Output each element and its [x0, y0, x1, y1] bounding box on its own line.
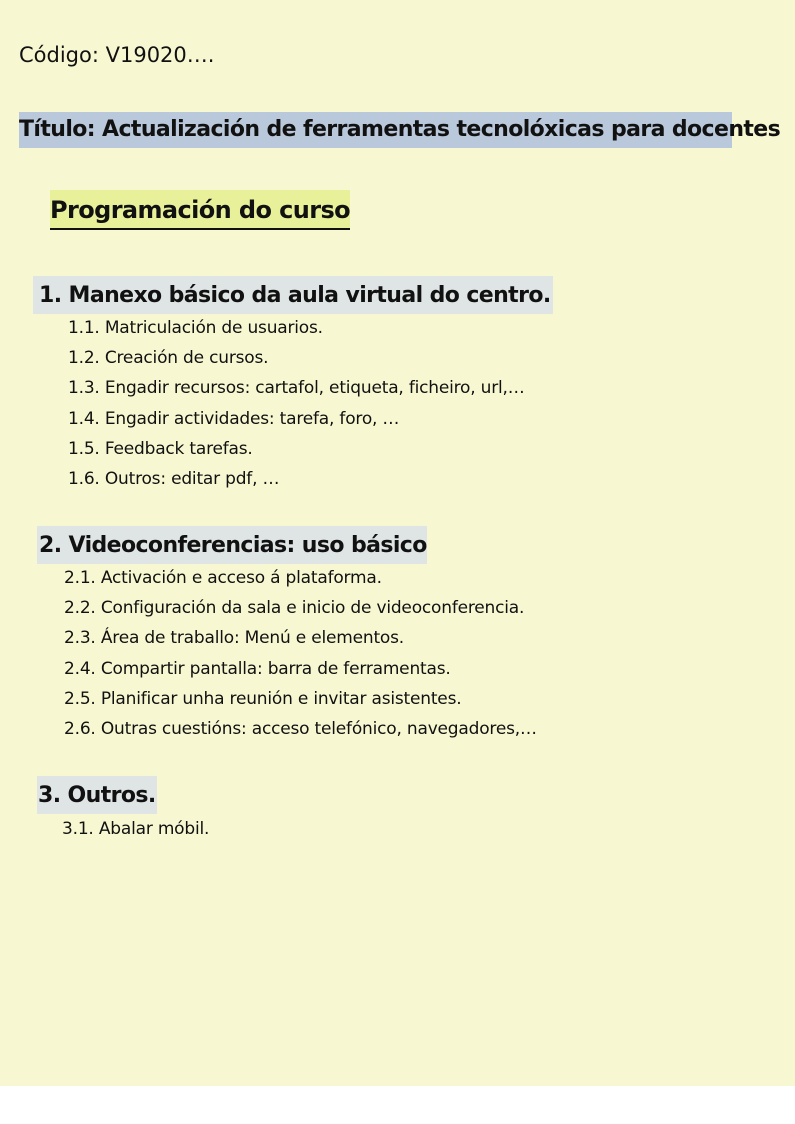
- list-item: 1.1. Matriculación de usuarios.: [68, 318, 323, 338]
- list-item: 1.6. Outros: editar pdf, …: [68, 468, 280, 489]
- list-item: 2.3. Área de traballo: Menú e elementos.: [64, 628, 404, 649]
- section-3-list: [62, 814, 209, 844]
- list-item: 2.6. Outras cuestións: acceso telefónico, navegadores,…: [64, 718, 537, 739]
- list-item: 1.5. Feedback tarefas.: [68, 438, 253, 459]
- section-heading-1: 1. Manexo básico da aula virtual do centro.: [33, 276, 553, 314]
- section-2-list: [64, 563, 537, 744]
- list-item: 2.1. Activación e acceso á plataforma.: [64, 568, 382, 588]
- list-item: 3.1. Abalar móbil.: [62, 819, 210, 839]
- list-item: 2.5. Planificar unha reunión e invitar asistentes.: [64, 688, 462, 709]
- section-heading-3: 3. Outros.: [37, 776, 157, 814]
- list-item: 1.2. Creación de cursos.: [68, 348, 269, 369]
- list-item: 1.4. Engadir actividades: tarefa, foro, …: [68, 408, 400, 429]
- section-1-list: [68, 313, 525, 494]
- section-heading-2: 2. Videoconferencias: uso básico: [37, 526, 427, 564]
- list-item: 2.4. Compartir pantalla: barra de ferramentas.: [64, 658, 451, 679]
- list-item: 2.2. Configuración da sala e inicio de videoconferencia.: [64, 598, 525, 619]
- course-code: Código: V19020….: [19, 43, 215, 67]
- program-heading: Programación do curso: [50, 190, 350, 230]
- list-item: 1.3. Engadir recursos: cartafol, etiqueta, ficheiro, url,…: [68, 378, 525, 399]
- course-title: Título: Actualización de ferramentas tecnolóxicas para docentes: [19, 112, 732, 148]
